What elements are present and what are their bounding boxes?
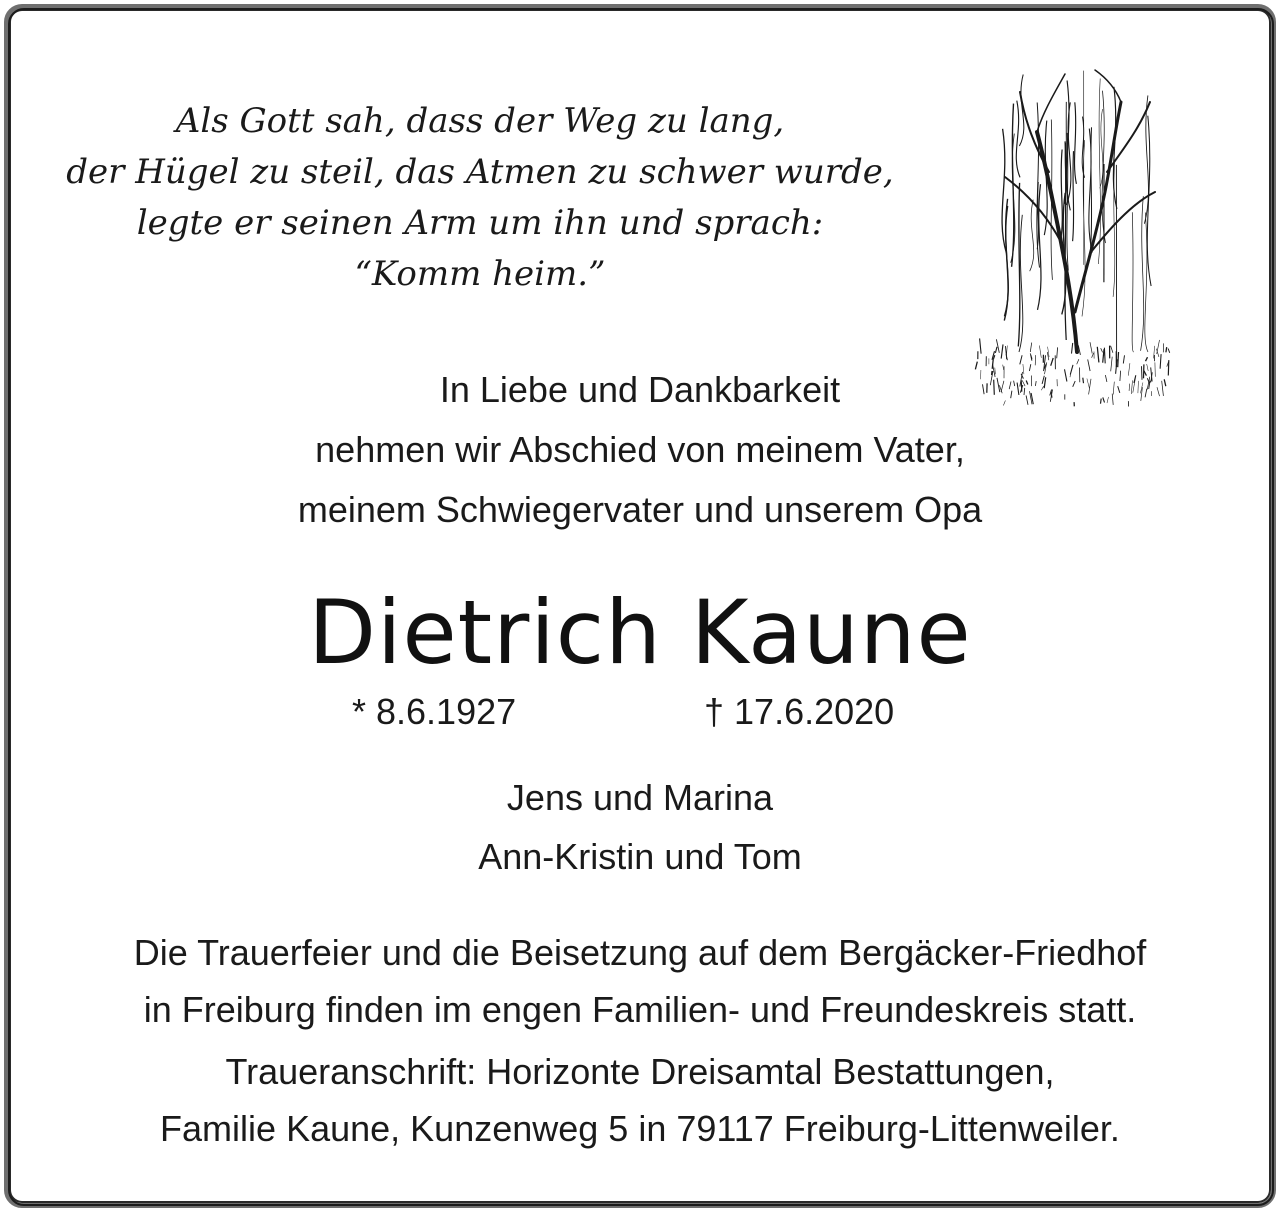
family-line: Jens und Marina: [506, 777, 774, 818]
address-line: Familie Kaune, Kunzenweg 5 in 79117 Freiburg-Littenweiler.: [160, 1108, 1120, 1149]
birth-date: * 8.6.1927: [352, 691, 517, 732]
address-line: Traueranschrift: Horizonte Dreisamtal Bestattungen,: [225, 1051, 1055, 1092]
poem-line: legte er seinen Arm um ihn und sprach:: [136, 203, 824, 243]
ceremony-line: in Freiburg finden im engen Familien- und Freundeskreis statt.: [143, 989, 1137, 1030]
mourning-address: [0, 1043, 1280, 1157]
deceased-name: Dietrich Kaune: [308, 581, 972, 684]
poem-line: der Hügel zu steil, das Atmen zu schwer wurde,: [66, 152, 894, 192]
intro-line: nehmen wir Abschied von meinem Vater,: [315, 429, 965, 470]
poem-line: Als Gott sah, dass der Weg zu lang,: [175, 101, 785, 141]
poem-line: “Komm heim.”: [354, 254, 606, 294]
poem: [40, 96, 920, 300]
ceremony-line: Die Trauerfeier und die Beisetzung auf dem Bergäcker-Friedhof: [133, 932, 1147, 973]
family-line: Ann-Kristin und Tom: [478, 836, 802, 877]
ceremony-info: [0, 924, 1280, 1038]
farewell-intro: [0, 360, 1280, 540]
death-date: † 17.6.2020: [704, 691, 895, 732]
family-names: [0, 768, 1280, 886]
intro-line: In Liebe und Dankbarkeit: [439, 369, 841, 410]
intro-line: meinem Schwiegervater und unserem Opa: [297, 489, 983, 530]
